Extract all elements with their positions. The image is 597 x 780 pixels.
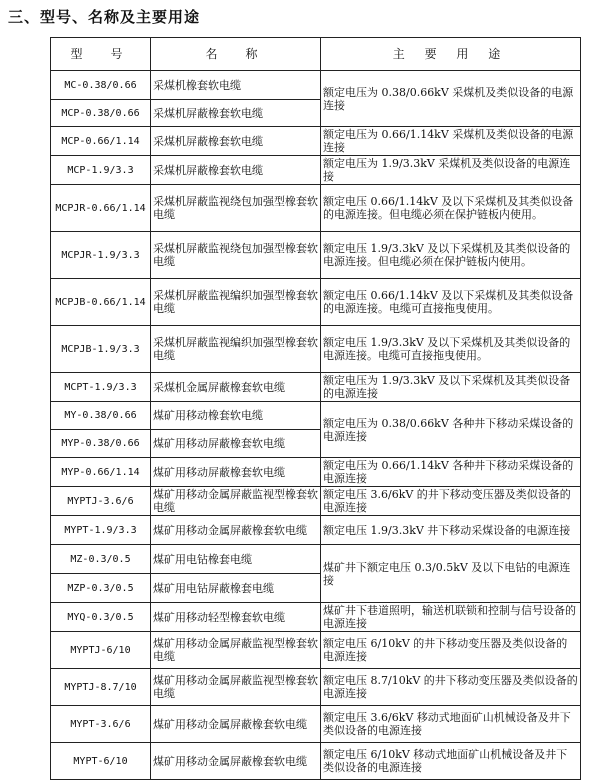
model-cell: MCPJR-1.9/3.3 [51,232,151,279]
name-cell: 采煤机屏蔽橡套软电缆 [151,100,321,127]
usage-cell: 煤矿井下额定电压 0.3/0.5kV 及以下电钻的电源连接 [321,545,581,603]
usage-cell: 额定电压 6/10kV 移动式地面矿山机械设备及井下类似设备的电源连接 [321,743,581,780]
model-cell: MCP-0.38/0.66 [51,100,151,127]
header-name: 名 称 [151,38,321,71]
table-row [51,326,581,373]
name-cell: 采煤机屏蔽橡套软电缆 [151,127,321,156]
model-cell: MYPT-3.6/6 [51,706,151,743]
name-cell: 采煤机屏蔽监视编织加强型橡套软电缆 [151,326,321,373]
model-cell: MYP-0.38/0.66 [51,430,151,458]
name-cell: 煤矿用移动轻型橡套软电缆 [151,603,321,632]
model-cell: MCP-1.9/3.3 [51,156,151,185]
table-header-row [51,38,581,71]
model-cell: MCPJB-1.9/3.3 [51,326,151,373]
table-row [51,373,581,402]
usage-cell: 额定电压为 0.66/1.14kV 各种井下移动采煤设备的电源连接 [321,458,581,487]
name-cell: 采煤机屏蔽监视绕包加强型橡套软电缆 [151,232,321,279]
table-row [51,603,581,632]
name-cell: 煤矿用电钻屏蔽橡套电缆 [151,574,321,603]
cable-spec-table [50,37,581,780]
name-cell: 煤矿用电钻橡套电缆 [151,545,321,574]
model-cell: MYPT-6/10 [51,743,151,780]
usage-cell: 额定电压 0.66/1.14kV 及以下采煤机及其类似设备的电源连接。电缆可直接拖曳使用。 [321,279,581,326]
model-cell: MZP-0.3/0.5 [51,574,151,603]
table-row [51,458,581,487]
header-model: 型 号 [51,38,151,71]
table-row [51,743,581,780]
usage-cell: 额定电压 3.6/6kV 的井下移动变压器及类似设备的电源连接 [321,487,581,516]
usage-cell: 额定电压为 1.9/3.3kV 采煤机及类似设备的电源连接 [321,156,581,185]
model-cell: MYQ-0.3/0.5 [51,603,151,632]
model-cell: MY-0.38/0.66 [51,402,151,430]
name-cell: 煤矿用移动金属屏蔽监视型橡套软电缆 [151,669,321,706]
table-row [51,516,581,545]
name-cell: 煤矿用移动橡套软电缆 [151,402,321,430]
table-row [51,487,581,516]
name-cell: 煤矿用移动金属屏蔽橡套软电缆 [151,706,321,743]
name-cell: 煤矿用移动屏蔽橡套软电缆 [151,458,321,487]
section-heading: 三、型号、名称及主要用途 [8,8,201,26]
name-cell: 煤矿用移动屏蔽橡套软电缆 [151,430,321,458]
name-cell: 采煤机金属屏蔽橡套软电缆 [151,373,321,402]
usage-cell: 额定电压为 0.66/1.14kV 采煤机及类似设备的电源连接 [321,127,581,156]
model-cell: MCP-0.66/1.14 [51,127,151,156]
model-cell: MYP-0.66/1.14 [51,458,151,487]
usage-cell: 额定电压 1.9/3.3kV 及以下采煤机及其类似设备的电源连接。电缆可直接拖曳使用。 [321,326,581,373]
table-row [51,279,581,326]
table-row [51,706,581,743]
usage-cell: 额定电压 8.7/10kV 的井下移动变压器及类似设备的电源连接 [321,669,581,706]
name-cell: 采煤机橡套软电缆 [151,71,321,100]
name-cell: 采煤机屏蔽橡套软电缆 [151,156,321,185]
model-cell: MCPJB-0.66/1.14 [51,279,151,326]
name-cell: 煤矿用移动金属屏蔽橡套软电缆 [151,516,321,545]
table-row [51,402,581,430]
name-cell: 煤矿用移动金属屏蔽监视型橡套软电缆 [151,632,321,669]
usage-cell: 额定电压 1.9/3.3kV 井下移动采煤设备的电源连接 [321,516,581,545]
usage-cell: 额定电压为 1.9/3.3kV 及以下采煤机及其类似设备的电源连接 [321,373,581,402]
header-usage: 主 要 用 途 [321,38,581,71]
table-row [51,71,581,100]
usage-cell: 额定电压 3.6/6kV 移动式地面矿山机械设备及井下类似设备的电源连接 [321,706,581,743]
usage-cell: 额定电压为 0.38/0.66kV 各种井下移动采煤设备的电源连接 [321,402,581,458]
model-cell: MCPJR-0.66/1.14 [51,185,151,232]
model-cell: MZ-0.3/0.5 [51,545,151,574]
usage-cell: 煤矿井下巷道照明，输送机联锁和控制与信号设备的电源连接 [321,603,581,632]
model-cell: MCPT-1.9/3.3 [51,373,151,402]
name-cell: 采煤机屏蔽监视绕包加强型橡套软电缆 [151,185,321,232]
table-row [51,156,581,185]
usage-cell: 额定电压为 0.38/0.66kV 采煤机及类似设备的电源连接 [321,71,581,127]
model-cell: MYPTJ-3.6/6 [51,487,151,516]
usage-cell: 额定电压 6/10kV 的井下移动变压器及类似设备的电源连接 [321,632,581,669]
table-row [51,185,581,232]
table-row [51,669,581,706]
model-cell: MC-0.38/0.66 [51,71,151,100]
table-row [51,127,581,156]
usage-cell: 额定电压 1.9/3.3kV 及以下采煤机及其类似设备的电源连接。但电缆必须在保护链板内使用。 [321,232,581,279]
name-cell: 煤矿用移动金属屏蔽监视型橡套软电缆 [151,487,321,516]
model-cell: MYPTJ-6/10 [51,632,151,669]
model-cell: MYPT-1.9/3.3 [51,516,151,545]
table-row [51,545,581,574]
name-cell: 采煤机屏蔽监视编织加强型橡套软电缆 [151,279,321,326]
table-row [51,632,581,669]
usage-cell: 额定电压 0.66/1.14kV 及以下采煤机及其类似设备的电源连接。但电缆必须在保护链板内使用。 [321,185,581,232]
table-row [51,232,581,279]
name-cell: 煤矿用移动金属屏蔽橡套软电缆 [151,743,321,780]
model-cell: MYPTJ-8.7/10 [51,669,151,706]
